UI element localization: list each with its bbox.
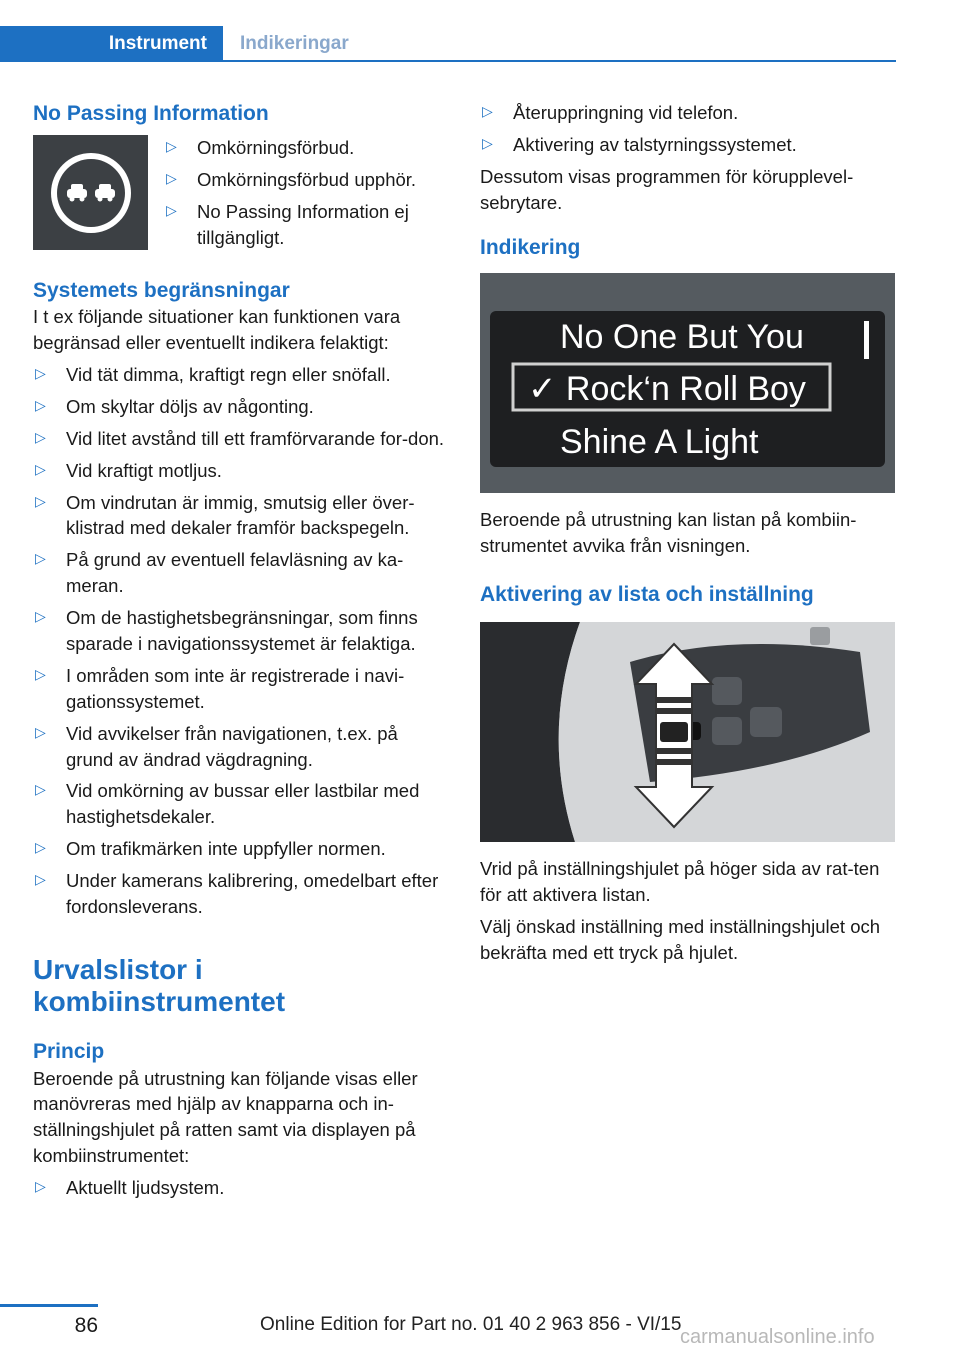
triangle-bullet-icon: ▷	[35, 396, 46, 413]
tab-underline	[223, 60, 896, 62]
list-item: ▷ Om trafikmärken inte uppfyller normen.	[35, 838, 386, 860]
list-item: ▷ No Passing Information ej tillgängligt.	[166, 201, 409, 248]
triangle-bullet-icon: ▷	[35, 550, 46, 567]
indikering-text: Beroende på utrustning kan listan på kombiin-strumentet avvika från visningen.	[480, 508, 857, 556]
extra-text: Dessutom visas programmen för körupplevel-sebrytare.	[480, 165, 854, 213]
tab-instrument[interactable]: Instrument	[0, 26, 223, 62]
activation-title: Aktivering av lista och inställning	[480, 582, 814, 606]
watermark: carmanualsonline.info	[680, 1326, 875, 1348]
triangle-bullet-icon: ▷	[482, 103, 493, 119]
triangle-bullet-icon: ▷	[35, 723, 46, 740]
list-item: ▷ Omkörningsförbud.	[166, 137, 355, 159]
list-item: ▷ Vid kraftigt motljus.	[35, 459, 222, 481]
np-block	[33, 135, 448, 257]
triangle-bullet-icon: ▷	[35, 1178, 46, 1195]
list-item: ▷ Om skyltar döljs av någonting.	[35, 395, 314, 417]
triangle-bullet-icon: ▷	[35, 492, 46, 509]
right-column	[480, 100, 896, 972]
footer-line	[0, 1304, 98, 1307]
left-column	[33, 100, 448, 1207]
edition-note: Online Edition for Part no. 01 40 2 963 856 - VI/15	[260, 1314, 682, 1335]
triangle-bullet-icon: ▷	[166, 202, 177, 219]
list-item: ▷ I områden som inte är registrerade i navi-gationssystemet.	[35, 664, 405, 712]
triangle-bullet-icon: ▷	[482, 134, 493, 151]
list-item: ▷ Återuppringning vid telefon.	[482, 102, 739, 123]
triangle-bullet-icon: ▷	[35, 364, 46, 381]
list-item: ▷ Vid avvikelser från navigationen, t.ex. på grund av ändrad vägdragning.	[35, 722, 398, 770]
limits-intro: I t ex följande situationer kan funktionen vara begränsad eller eventuellt indikera felaktigt:	[33, 306, 401, 354]
princip-list	[33, 1175, 448, 1201]
list-item: ▷ Under kamerans kalibrering, omedelbart efter fordonsleverans.	[35, 870, 439, 917]
list-item: ▷ Aktivering av talstyrningssystemet.	[482, 133, 797, 155]
no-passing-sign-icon	[47, 149, 135, 237]
triangle-bullet-icon: ▷	[35, 781, 46, 798]
list-item: ▷ Om de hastighetsbegränsningar, som finns sparade i navigationssystemet är felaktiga.	[35, 607, 418, 654]
scrollbar-indicator	[864, 321, 869, 359]
list-item: ▷ Vid omkörning av bussar eller lastbilar med hastighetsdekaler.	[35, 780, 420, 828]
princip-text: Beroende på utrustning kan följande visas eller manövreras med hjälp av knapparna och in-ställningshjulet på ratten samt via displayen på kombiinstrumentet:	[33, 1067, 418, 1167]
limits-title: Systemets begränsningar	[33, 278, 290, 302]
triangle-bullet-icon: ▷	[35, 839, 46, 856]
screen-line-3: Shine A Light	[560, 422, 759, 461]
list-item: ▷ Aktuellt ljudsystem.	[35, 1177, 225, 1199]
list-item: ▷ Vid tät dimma, kraftigt regn eller snöfall.	[35, 363, 391, 385]
tab-indikeringar[interactable]: Indikeringar	[240, 33, 349, 54]
section-title: Urvalslistor i kombiinstrumentet	[33, 953, 286, 1018]
activation-text-1: Vrid på inställningshjulet på höger sida av rat-ten för att aktivera listan.	[480, 857, 880, 905]
steering-wheel-image	[480, 622, 895, 842]
header-tabs	[0, 0, 896, 62]
triangle-bullet-icon: ▷	[35, 871, 46, 888]
no-passing-sign-image	[33, 135, 148, 250]
activation-text-2: Välj önskad inställning med inställningshjulet och bekräfta med ett tryck på hjulet.	[480, 915, 881, 963]
display-list-svg	[480, 273, 895, 493]
list-item: ▷ Omkörningsförbud upphör.	[166, 169, 417, 191]
display-list-image	[480, 273, 895, 493]
np-list	[164, 135, 448, 257]
list-item: ▷ Om vindrutan är immig, smutsig eller över-klistrad med dekaler framför backspegeln.	[35, 491, 415, 539]
triangle-bullet-icon: ▷	[35, 460, 46, 477]
page-number: 86	[74, 1314, 98, 1337]
list-item: ▷ Vid litet avstånd till ett framförvarande for-don.	[35, 427, 445, 449]
triangle-bullet-icon: ▷	[35, 428, 46, 445]
right-list	[480, 100, 896, 158]
triangle-bullet-icon: ▷	[166, 138, 177, 155]
screen-line-2: ✓ Rock‘n Roll Boy	[528, 369, 806, 408]
triangle-bullet-icon: ▷	[35, 608, 46, 625]
steering-wheel-svg	[480, 622, 895, 842]
princip-title: Princip	[33, 1040, 105, 1064]
triangle-bullet-icon: ▷	[166, 170, 177, 187]
screen-line-1: No One But You	[560, 317, 804, 356]
indikering-title: Indikering	[480, 235, 581, 259]
list-item: ▷ På grund av eventuell felavläsning av ka-meran.	[35, 549, 404, 597]
limits-list	[33, 362, 448, 920]
np-title: No Passing Information	[33, 102, 269, 125]
triangle-bullet-icon: ▷	[35, 665, 46, 682]
